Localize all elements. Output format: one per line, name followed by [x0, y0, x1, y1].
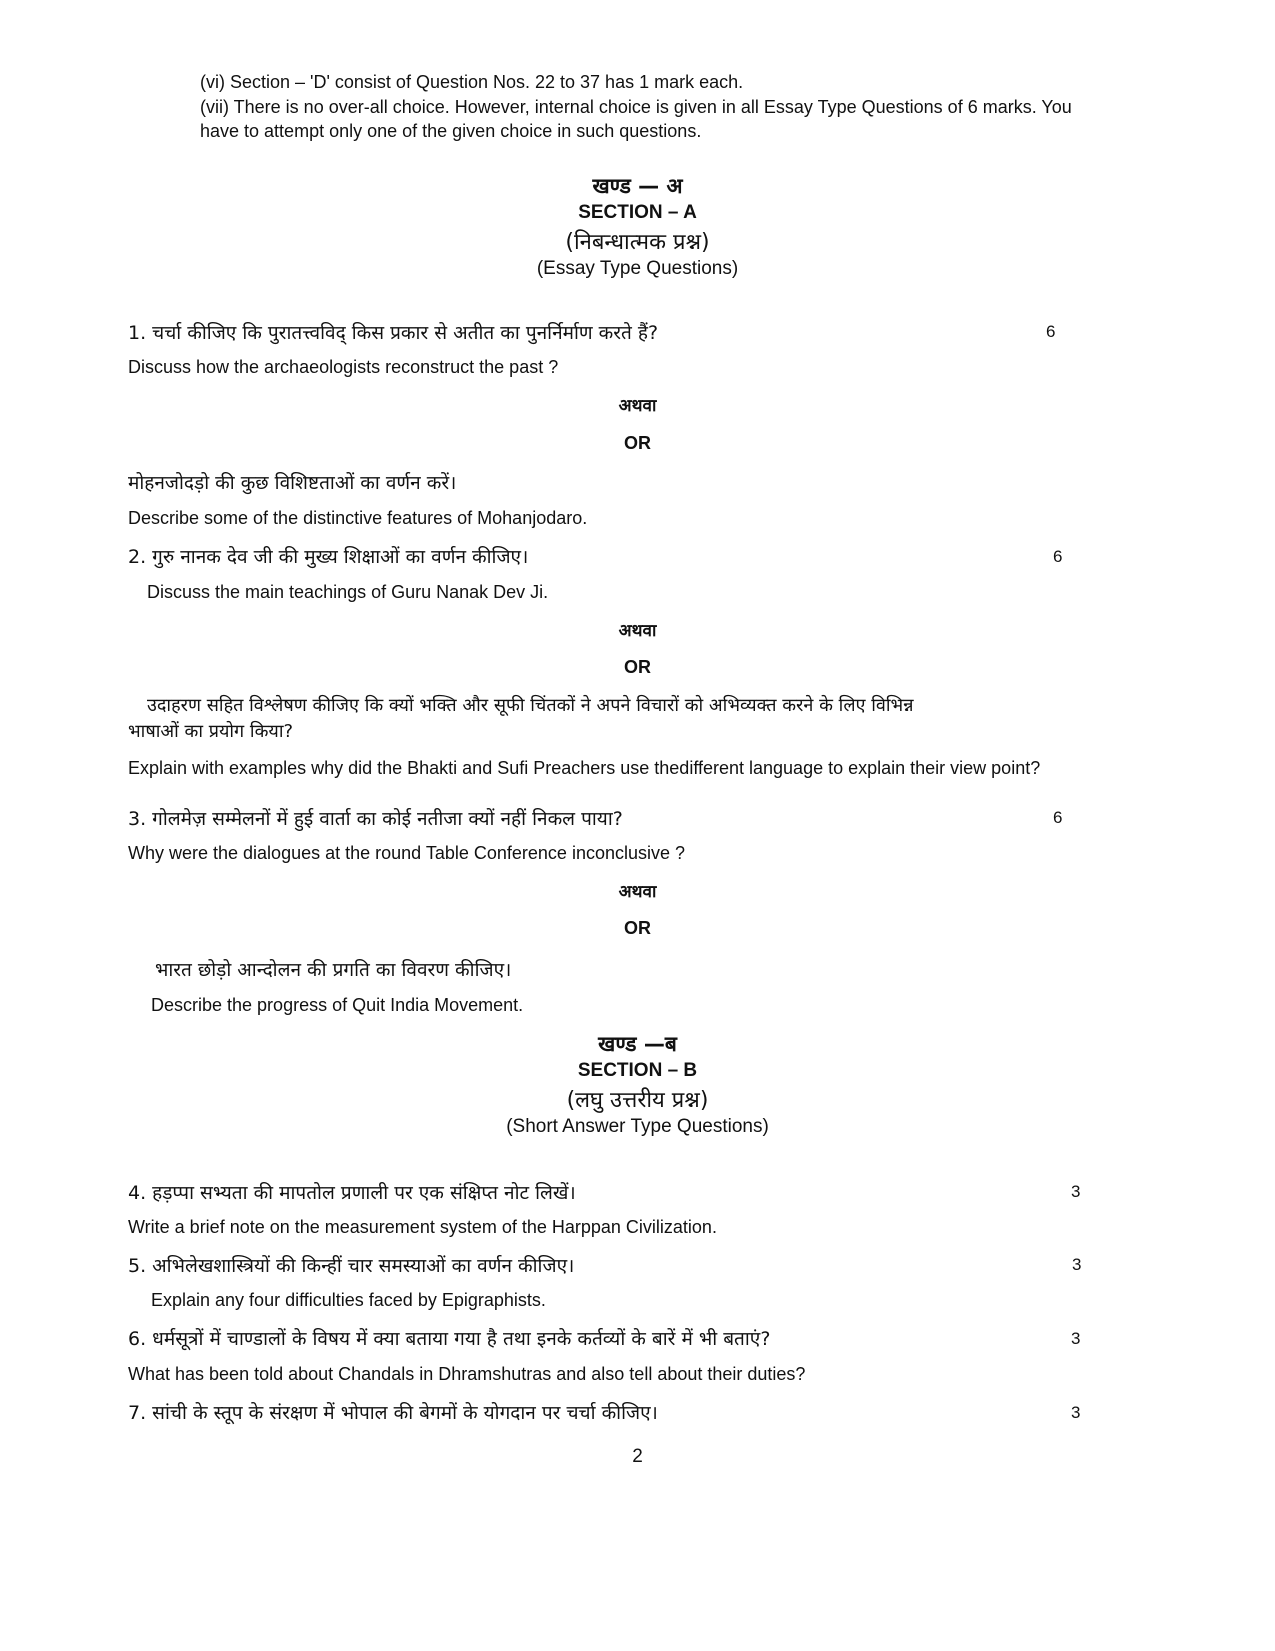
q7-marks: 3: [1071, 1403, 1081, 1422]
q1-or-hindi: अथवा: [618, 396, 657, 416]
section-a-title: SECTION – A: [578, 202, 697, 223]
q2-or: OR: [624, 657, 651, 677]
q4-hindi: 4. हड़प्पा सभ्यता की मापतोल प्रणाली पर एक संक्षिप्त नोट लिखें।: [128, 1182, 576, 1204]
q4-english: Write a brief note on the measurement system of the Harppan Civilization.: [128, 1217, 717, 1237]
q5-marks: 3: [1072, 1255, 1082, 1274]
section-b-subtitle-hindi: (लघु उत्तरीय प्रश्न): [566, 1088, 709, 1113]
q3-alt-hindi: भारत छोड़ो आन्दोलन की प्रगति का विवरण कीजिए।: [155, 959, 512, 981]
q6-marks: 3: [1071, 1329, 1081, 1348]
q3-alt-english: Describe the progress of Quit India Movement.: [151, 995, 524, 1015]
q2-or-hindi: अथवा: [618, 621, 657, 641]
section-a-subtitle-hindi: (निबन्धात्मक प्रश्न): [565, 230, 710, 255]
q2-alt-hindi-line1: उदाहरण सहित विश्लेषण कीजिए कि क्यों भक्ति और सूफी चिंतकों ने अपने विचारों को अभिव्यक्त करने के लिए विभिन्न: [147, 695, 914, 716]
q1-or: OR: [624, 433, 651, 453]
q3-marks: 6: [1053, 808, 1063, 827]
q1-hindi: 1. चर्चा कीजिए कि पुरातत्त्वविद् किस प्रकार से अतीत का पुनर्निर्माण करते हैं?: [128, 322, 659, 344]
q5-english: Explain any four difficulties faced by Epigraphists.: [151, 1290, 546, 1310]
q2-alt-english: Explain with examples why did the Bhakti and Sufi Preachers use thedifferent language to explain their view point?: [128, 758, 1041, 778]
q3-english: Why were the dialogues at the round Table Conference inconclusive ?: [128, 843, 686, 863]
q2-english: Discuss the main teachings of Guru Nanak Dev Ji.: [147, 582, 549, 602]
section-a-subtitle: (Essay Type Questions): [536, 258, 739, 279]
instruction-vii-line1: (vii) There is no over-all choice. However, internal choice is given in all Essay Type Questions of 6 marks. You: [200, 97, 1072, 117]
q1-english: Discuss how the archaeologists reconstruct the past ?: [128, 357, 559, 377]
section-b-subtitle: (Short Answer Type Questions): [506, 1116, 769, 1137]
q3-or: OR: [624, 918, 651, 938]
section-a-title-hindi: खण्ड — अ: [592, 174, 683, 198]
q3-or-hindi: अथवा: [618, 882, 657, 902]
q4-marks: 3: [1071, 1182, 1081, 1201]
q6-english: What has been told about Chandals in Dhramshutras and also tell about their duties?: [128, 1364, 806, 1384]
q2-marks: 6: [1053, 547, 1063, 566]
q1-marks: 6: [1046, 322, 1056, 341]
q5-hindi: 5. अभिलेखशास्त्रियों की किन्हीं चार समस्याओं का वर्णन कीजिए।: [128, 1255, 575, 1277]
page-number: 2: [632, 1446, 643, 1467]
section-b-title: SECTION – B: [577, 1060, 698, 1081]
q2-hindi: 2. गुरु नानक देव जी की मुख्य शिक्षाओं का वर्णन कीजिए।: [128, 546, 529, 568]
q6-hindi: 6. धर्मसूत्रों में चाण्डालों के विषय में क्या बताया गया है तथा इनके कर्तव्यों के बारें में भी बताएं?: [128, 1328, 771, 1350]
q1-alt-hindi: मोहनजोदड़ो की कुछ विशिष्टताओं का वर्णन करें।: [128, 472, 457, 494]
q2-alt-hindi-line2: भाषाओं का प्रयोग किया?: [128, 721, 294, 742]
instruction-vii-line2: have to attempt only one of the given choice in such questions.: [200, 121, 702, 141]
q7-hindi: 7. सांची के स्तूप के संरक्षण में भोपाल की बेगमों के योगदान पर चर्चा कीजिए।: [128, 1402, 658, 1424]
q1-alt-english: Describe some of the distinctive features of Mohanjodaro.: [128, 508, 588, 528]
q3-hindi: 3. गोलमेज़ सम्मेलनों में हुई वार्ता का कोई नतीजा क्यों नहीं निकल पाया?: [128, 808, 623, 830]
instruction-vi: (vi) Section – 'D' consist of Question Nos. 22 to 37 has 1 mark each.: [200, 72, 744, 92]
section-b-title-hindi: खण्ड —ब: [598, 1032, 677, 1056]
